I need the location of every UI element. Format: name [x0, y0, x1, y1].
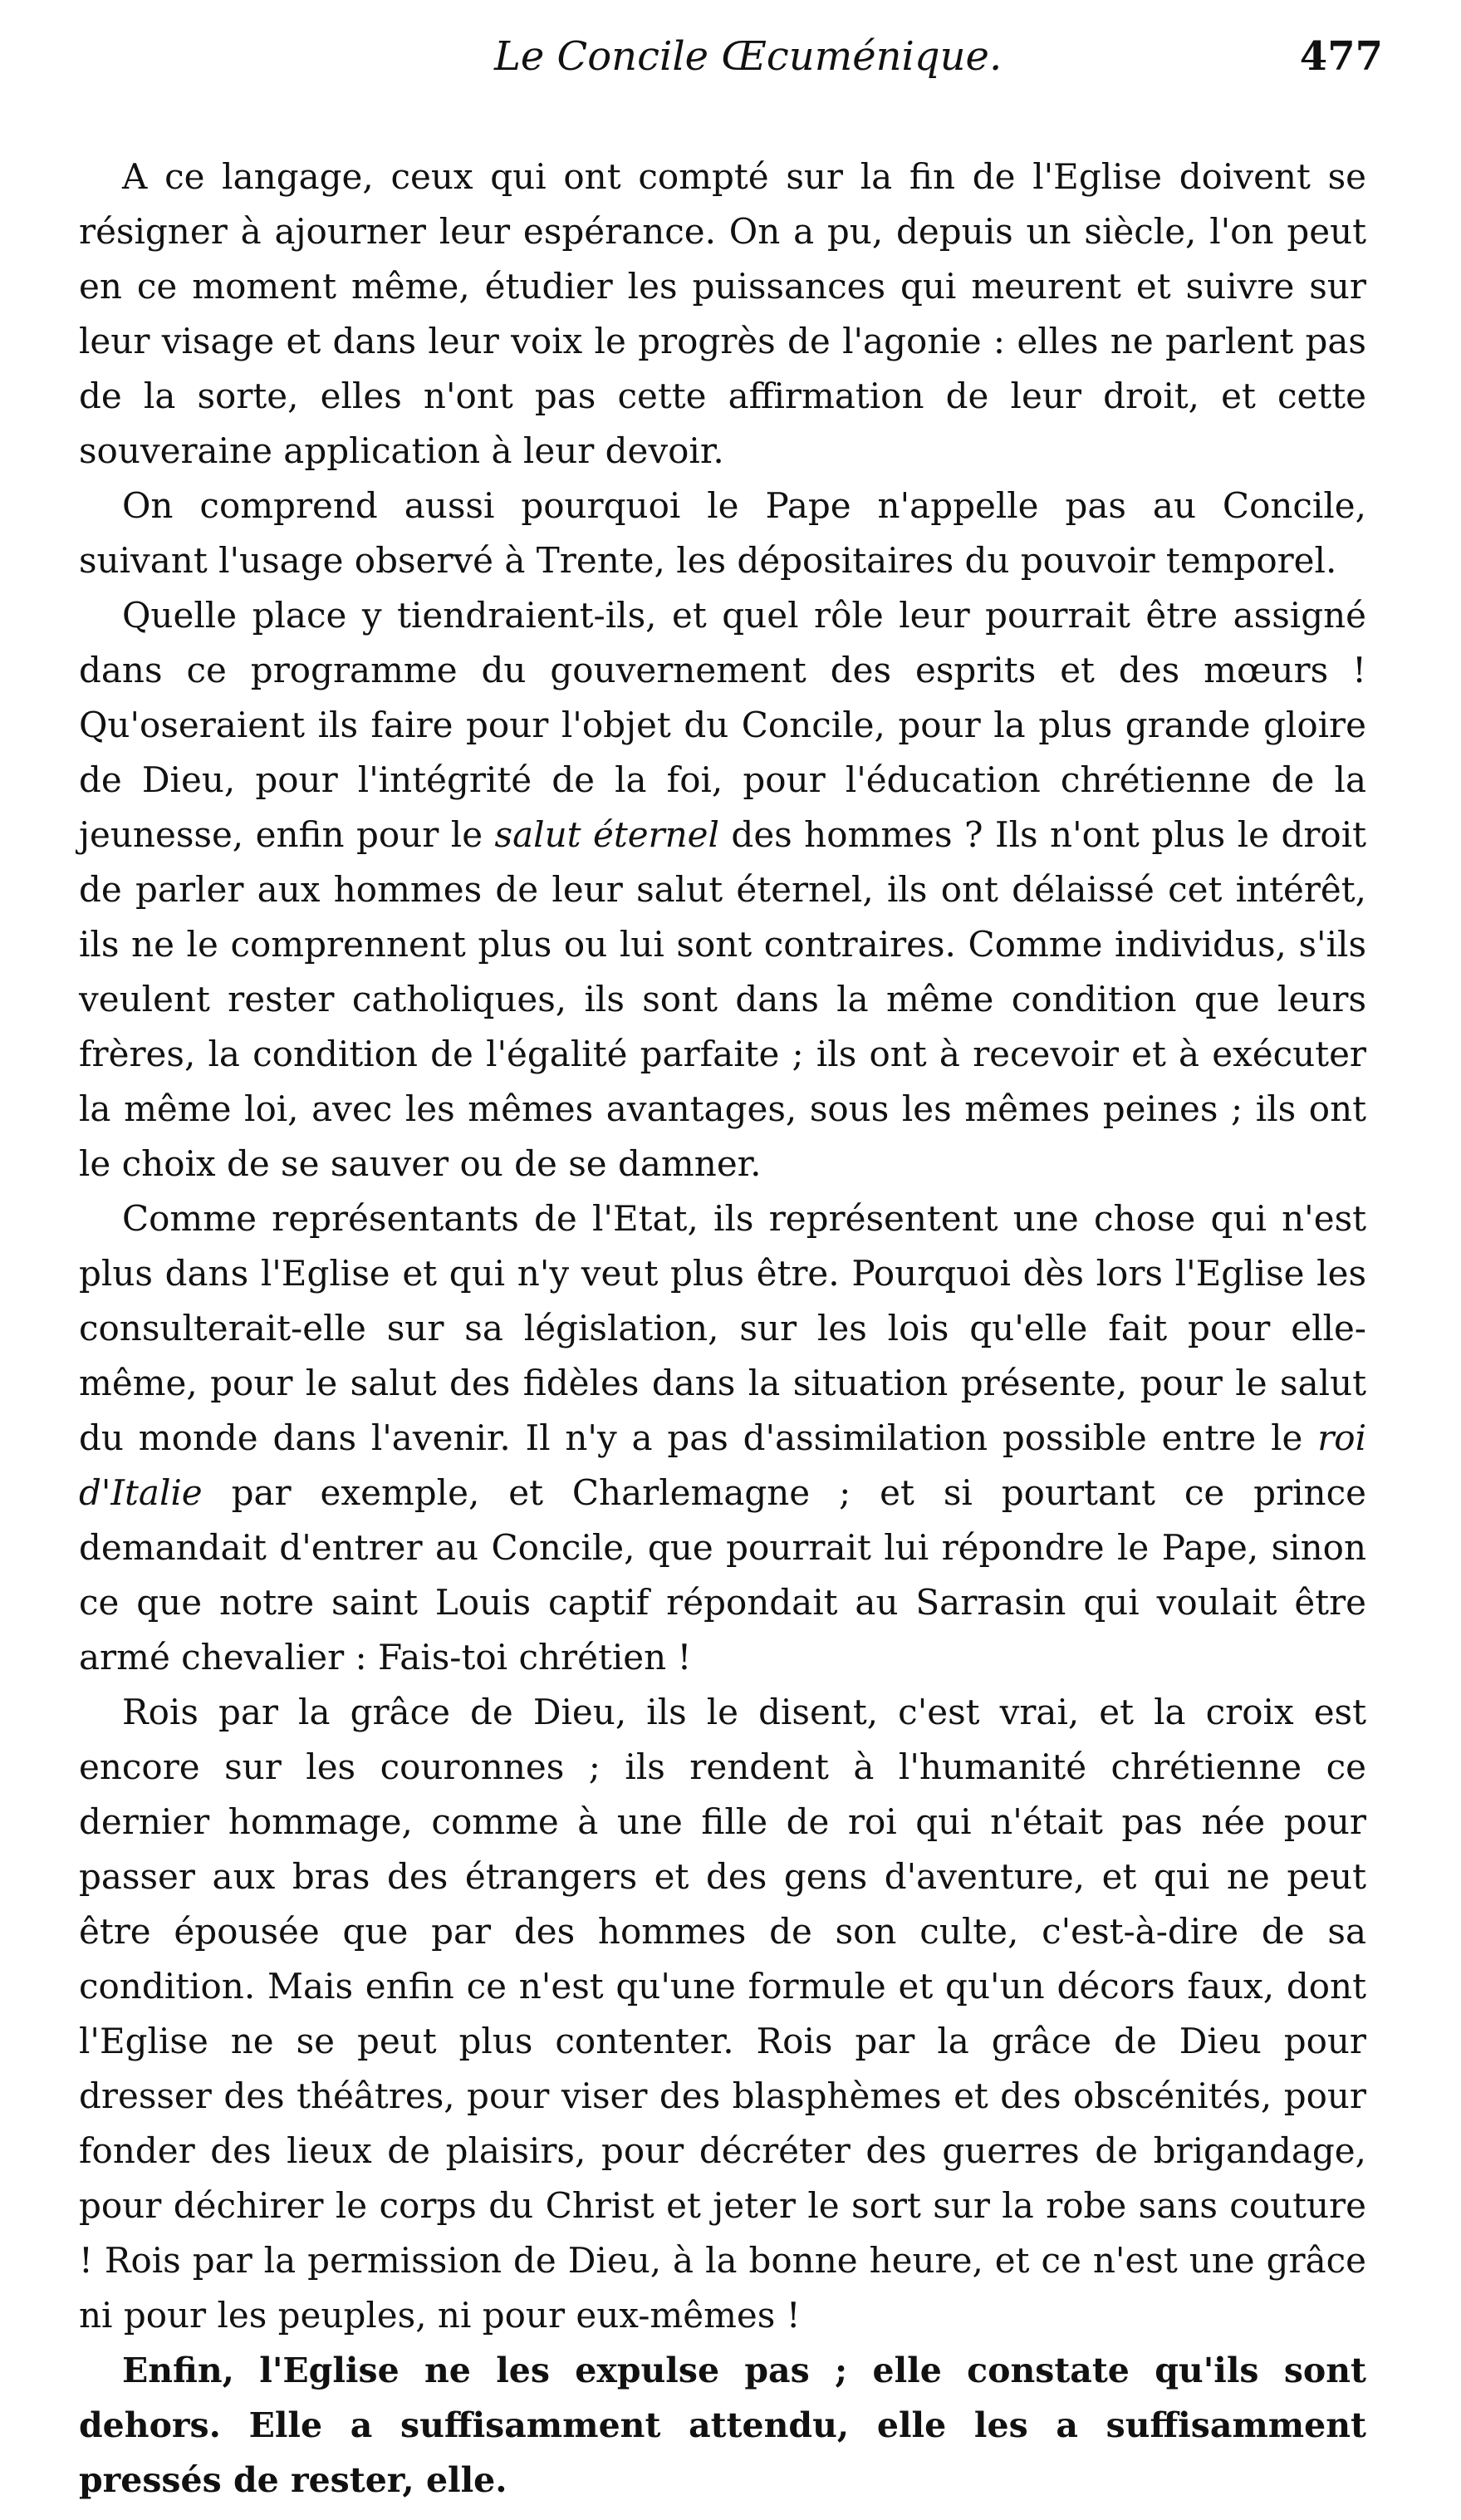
paragraph-4-italic: roi d'Italie — [79, 1417, 1366, 1513]
paragraph-1: A ce langage, ceux qui ont compté sur la fin de l'Eglise doivent se résigner à ajourner leur espérance. On a pu, depuis un siècle, l'on peut en ce moment même, étudier les puissances qui meurent et suivre sur leur visage et dans leur voix le progrès de l'agonie : elles ne parlent pas de la sorte, elles n'ont pas cette affirmation de leur droit, et cette souveraine application à leur devoir. — [79, 156, 1366, 471]
paragraph-4-text-end: par exemple, et Charlemagne ; et si pourtant ce prince demandait d'entrer au Concile, que pourrait lui répondre le Pape, sinon ce que notre saint Louis captif répondait au Sarrasin qui voulait être armé chevalier : Fais-toi chrétien ! — [79, 1472, 1366, 1678]
paragraph-5: Rois par la grâce de Dieu, ils le disent, c'est vrai, et la croix est encore sur les couronnes ; ils rendent à l'humanité chrétienne ce dernier hommage, comme à une fille de roi qui n'était pas née pour passer aux bras des étrangers et des gens d'aventure, et qui ne peut être épousée que par des hommes de son culte, c'est-à-dire de sa condition. Mais enfin ce n'est qu'une formule et qu'un décors faux, dont l'Eglise ne se peut plus contenter. Rois par la grâce de Dieu pour dresser des théâtres, pour viser des blasphèmes et des obscénités, pour fonder des lieux de plaisirs, pour décréter des guerres de brigandage, pour déchirer le corps du Christ et jeter le sort sur la robe sans couture ! Rois par la permission de Dieu, à la bonne heure, et ce n'est une grâce ni pour les peuples, ni pour eux-mêmes ! — [79, 1692, 1366, 2336]
paragraph-3 — [79, 588, 1366, 1191]
running-title: Le Concile Œcuménique. — [494, 33, 1003, 80]
book-page — [79, 33, 1383, 2508]
paragraph-4-text: Comme représentants de l'Etat, ils représentent une chose qui n'est plus dans l'Eglise et qui n'y veut plus être. Pourquoi dès lors l'Eglise les consulterait-elle sur sa législation, sur les lois qu'elle fait pour elle-même, pour le salut des fidèles dans la situation présente, pour le salut du monde dans l'avenir. Il n'y a pas d'assimilation possible entre le — [79, 1198, 1366, 1458]
paragraph-6: Enfin, l'Eglise ne les expulse pas ; elle constate qu'ils sont dehors. Elle a suffisamment attendu, elle les a suffisamment pressés de rester, elle. — [79, 2351, 1366, 2500]
page-header — [79, 33, 1383, 91]
paragraph-3-italic: salut éternel — [494, 814, 719, 855]
page-number: 477 — [1299, 33, 1383, 80]
paragraph-3-text-end: des hommes ? Ils n'ont plus le droit de parler aux hommes de leur salut éternel, ils ont délaissé cet intérêt, ils ne le comprennent plus ou lui sont contraires. Comme individus, s'ils veulent rester catholiques, ils sont dans la même condition que leurs frères, la condition de l'égalité parfaite ; ils ont à recevoir et à exécuter la même loi, avec les mêmes avantages, sous les mêmes peines ; ils ont le choix de se sauver ou de se damner. — [79, 814, 1367, 1184]
paragraph-3-text: Quelle place y tiendraient-ils, et quel rôle leur pourrait être assigné dans ce programme du gouvernement des esprits et des mœurs ! Qu'oseraient ils faire pour l'objet du Concile, pour la plus grande gloire de Dieu, pour l'intégrité de la foi, pour l'éducation chrétienne de la jeunesse, enfin pour le — [79, 595, 1366, 855]
body-text — [79, 150, 1366, 2508]
paragraph-2: On comprend aussi pourquoi le Pape n'appelle pas au Concile, suivant l'usage observé à Trente, les dépositaires du pouvoir temporel. — [79, 485, 1366, 581]
paragraph-4 — [79, 1191, 1366, 1685]
